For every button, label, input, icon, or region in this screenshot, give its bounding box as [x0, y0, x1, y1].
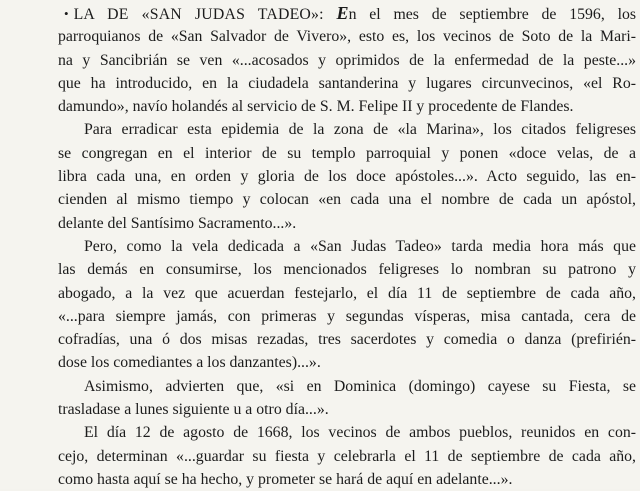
text-line: «...para siempre jamás, con primeras y segundas vísperas, misa cantada, cera de [58, 307, 636, 325]
paragraph-3 [58, 235, 636, 375]
paragraph-4 [58, 375, 636, 422]
paragraph-1 [58, 2, 636, 118]
text-line: cejo, determinan «...guardar su fiesta y celebrarla el 11 de septiembre de cada año, [58, 447, 636, 465]
text-line: libra cada una, en orden y gloria de los doce apóstoles...». Acto seguido, las en- [58, 168, 636, 186]
text-line: Pero, como la vela dedicada a «San Judas Tadeo» tarda media hora más que [84, 237, 636, 255]
text-line: delante del Santísimo Sacramento...». [58, 214, 297, 232]
text-line: se congregan en el interior de su templo parroquial y ponen «doce velas, de a [58, 144, 636, 162]
text-line: damundo», navío holandés al servicio de S. M. Felipe II y procedente de Flandes. [58, 98, 574, 116]
text-line: El día 12 de agosto de 1668, los vecinos de ambos pueblos, reunidos en con- [84, 424, 636, 442]
paragraph-1-line-1 [58, 2, 636, 25]
paragraph-5 [58, 421, 636, 491]
text-line: dose los comediantes a los danzantes)...». [58, 354, 321, 372]
text-line: abogado, a la vez que acuerdan festejarlo, el día 11 de septiembre de cada año, [58, 284, 636, 302]
text-line: las demás en consumirse, los mencionados feligreses lo nombran su patrono y [58, 261, 636, 279]
text-line: Asimismo, advierten que, «si en Dominica (domingo) cayese su Fiesta, se [84, 377, 636, 395]
article-text [58, 2, 636, 491]
text-line: cienden al mismo tiempo y colocan «en cada una el nombre de cada un apóstol, [58, 191, 636, 209]
section-title: LA DE «SAN JUDAS TADEO»: [73, 6, 324, 23]
paragraph-2 [58, 118, 636, 234]
text-line: n el mes de septiembre de 1596, los [348, 6, 637, 23]
text-line: como hasta aquí se ha hecho, y prometer se hará de aquí en adelante...». [58, 470, 513, 488]
text-line: na y Sancibrián se ven «...acosados y oprimidos de la enfermedad de la peste...» [58, 51, 636, 69]
drop-cap-letter: E [336, 3, 349, 23]
text-line: cofradías, una ó dos misas rezadas, tres sacerdotes y comedia o danza (prefirién- [58, 331, 636, 349]
bullet-icon: • [64, 6, 69, 21]
text-line: parroquianos de «San Salvador de Vivero», esto es, los vecinos de Soto de la Mari- [58, 28, 636, 46]
text-line: trasladase a lunes siguiente u a otro día...». [58, 401, 329, 419]
text-line: que ha introducido, en la ciudadela santanderina y lugares circunvecinos, «el Ro- [58, 74, 636, 92]
text-line: Para erradicar esta epidemia de la zona de «la Marina», los citados feligreses [84, 121, 636, 139]
